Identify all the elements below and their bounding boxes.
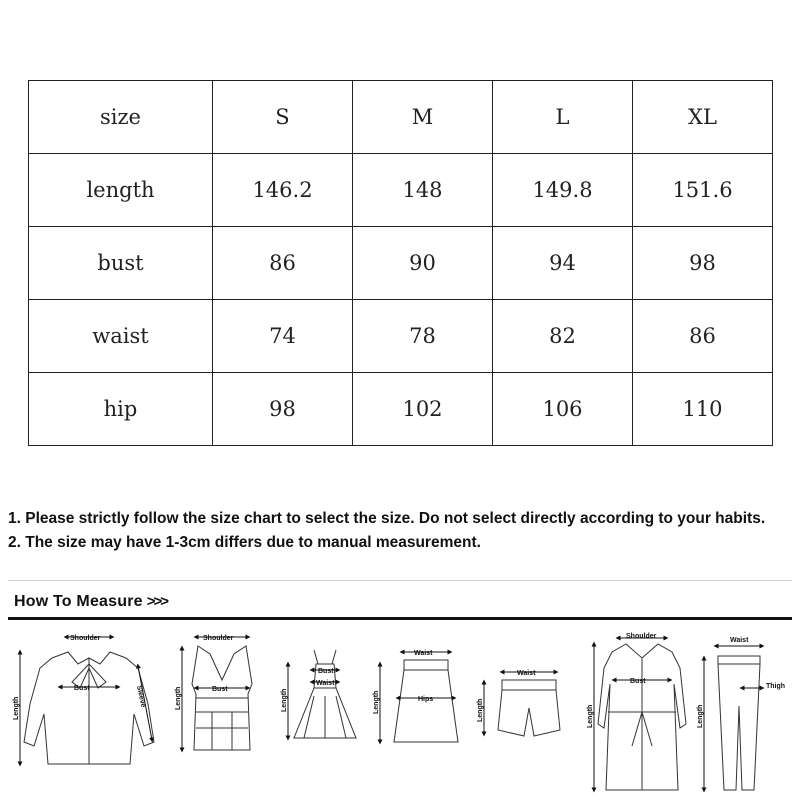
table-cell: 98	[213, 373, 353, 446]
table-cell: 94	[493, 227, 633, 300]
blouse-diagram	[20, 637, 154, 764]
size-header-xl: XL	[633, 81, 773, 154]
length-label: Length	[13, 696, 20, 720]
length-label: Length	[477, 698, 484, 722]
row-label: length	[29, 154, 213, 227]
table-cell: 98	[633, 227, 773, 300]
size-header-s: S	[213, 81, 353, 154]
bust-label: Bust	[318, 668, 334, 675]
length-label: Length	[175, 686, 182, 710]
vest-top-diagram	[182, 637, 252, 750]
length-label: Length	[697, 704, 704, 728]
table-cell: 106	[493, 373, 633, 446]
table-cell: 110	[633, 373, 773, 446]
sleeve-label: Sleeve	[135, 684, 147, 709]
bust-label: Bust	[74, 685, 90, 692]
table-cell: 151.6	[633, 154, 773, 227]
row-label: bust	[29, 227, 213, 300]
table-cell: 78	[353, 300, 493, 373]
bust-label: Bust	[212, 686, 228, 693]
note-line-1: 1. Please strictly follow the size chart to select the size. Do not select directly according to your habits.	[8, 510, 766, 527]
table-cell: 74	[213, 300, 353, 373]
table-cell: 146.2	[213, 154, 353, 227]
how-to-measure-title	[14, 593, 167, 611]
size-header-row	[29, 81, 773, 154]
trousers-diagram	[704, 646, 762, 790]
thigh-label: Thigh	[766, 683, 786, 690]
table-cell: 149.8	[493, 154, 633, 227]
table-row-hip	[29, 373, 773, 446]
divider	[8, 580, 792, 581]
table-row-length	[29, 154, 773, 227]
heading-underline	[8, 617, 792, 620]
length-label: Length	[281, 688, 288, 712]
size-header-l: L	[493, 81, 633, 154]
row-label: hip	[29, 373, 213, 446]
shorts-diagram	[484, 672, 560, 736]
size-header-m: M	[353, 81, 493, 154]
table-cell: 86	[633, 300, 773, 373]
shoulder-label: Shoulder	[70, 635, 101, 642]
waist-label: Waist	[414, 650, 433, 657]
table-row-bust	[29, 227, 773, 300]
strappy-dress-diagram	[288, 650, 356, 738]
measurement-diagrams	[0, 624, 800, 800]
length-label: Length	[587, 704, 594, 728]
size-notes	[8, 508, 792, 553]
how-to-measure-heading: How To Measure	[14, 593, 143, 610]
waist-label: Waist	[316, 680, 335, 687]
bust-label: Bust	[630, 678, 646, 685]
shoulder-label: Shoulder	[626, 633, 657, 640]
table-row-waist	[29, 300, 773, 373]
waist-label: Waist	[730, 637, 749, 644]
table-cell: 90	[353, 227, 493, 300]
waist-label: Waist	[517, 670, 536, 677]
hips-label: Hips	[418, 696, 434, 703]
table-cell: 148	[353, 154, 493, 227]
chevrons-icon: >>>	[146, 593, 168, 610]
table-cell: 82	[493, 300, 633, 373]
shoulder-label: Shoulder	[203, 635, 234, 642]
length-label: Length	[373, 690, 380, 714]
trench-coat-diagram	[594, 638, 686, 790]
table-cell: 86	[213, 227, 353, 300]
note-line-2: 2. The size may have 1-3cm differs due to manual measurement.	[8, 533, 481, 551]
size-chart-table	[28, 80, 773, 446]
table-cell: 102	[353, 373, 493, 446]
size-header-label: size	[29, 81, 213, 154]
row-label: waist	[29, 300, 213, 373]
